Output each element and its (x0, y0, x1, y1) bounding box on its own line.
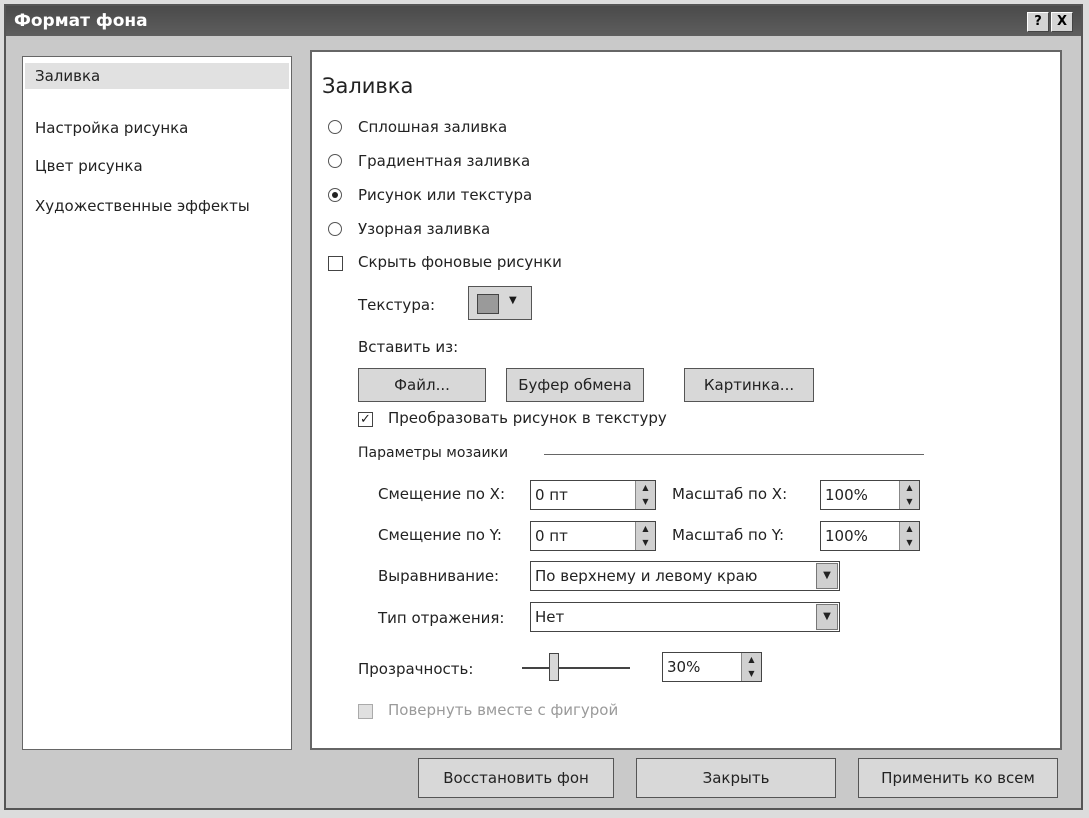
tile-label[interactable]: Преобразовать рисунок в текстуру (388, 409, 667, 427)
gradient-fill-label[interactable]: Градиентная заливка (358, 152, 531, 170)
rotate-with-shape-label: Повернуть вместе с фигурой (388, 701, 619, 719)
scale-x-spinner[interactable]: ▲ ▼ (899, 481, 919, 509)
picture-fill-label[interactable]: Рисунок или текстура (358, 186, 533, 204)
tiling-section-title: Параметры мозаики (358, 445, 509, 461)
texture-picker[interactable] (468, 286, 532, 320)
category-sidebar (22, 56, 292, 750)
close-button[interactable]: Закрыть (636, 758, 836, 798)
panel-heading: Заливка (322, 74, 414, 98)
help-button[interactable]: ? (1027, 12, 1049, 32)
chevron-down-icon[interactable]: ▼ (816, 604, 838, 630)
insert-from-label: Вставить из: (358, 338, 459, 356)
section-divider (544, 454, 924, 455)
solid-fill-label[interactable]: Сплошная заливка (358, 118, 508, 136)
sidebar-item-picture-color[interactable]: Цвет рисунка (35, 157, 143, 175)
offset-x-field[interactable] (530, 480, 656, 510)
offset-x-label: Смещение по X: (378, 485, 506, 503)
rotate-with-shape-checkbox[interactable] (358, 704, 373, 719)
pattern-fill-label[interactable]: Узорная заливка (358, 220, 491, 238)
transparency-spinner[interactable]: ▲ ▼ (741, 653, 761, 681)
radio-gradient-fill[interactable] (328, 154, 342, 168)
file-button[interactable]: Файл... (358, 368, 486, 402)
transparency-value: 30% (667, 658, 701, 676)
clipboard-button[interactable]: Буфер обмена (506, 368, 644, 402)
sidebar-item-artistic-effects[interactable]: Художественные эффекты (35, 197, 250, 215)
clipart-button[interactable]: Картинка... (684, 368, 814, 402)
mirror-type-value: Нет (535, 608, 565, 626)
scale-y-spinner[interactable]: ▲ ▼ (899, 522, 919, 550)
transparency-slider-thumb[interactable] (549, 653, 559, 681)
tile-checkbox[interactable] (358, 412, 373, 427)
sidebar-item-fill[interactable]: Заливка (35, 67, 101, 85)
transparency-field[interactable] (662, 652, 762, 682)
chevron-down-icon[interactable]: ▼ (816, 563, 838, 589)
offset-y-field[interactable] (530, 521, 656, 551)
alignment-value: По верхнему и левому краю (535, 567, 758, 585)
offset-x-value: 0 пт (535, 486, 568, 504)
texture-label: Текстура: (358, 296, 436, 314)
transparency-label: Прозрачность: (358, 660, 474, 678)
reset-background-button[interactable]: Восстановить фон (418, 758, 614, 798)
radio-selected-dot (332, 192, 338, 198)
offset-y-label: Смещение по Y: (378, 526, 502, 544)
dialog-title: Формат фона (14, 11, 148, 31)
transparency-slider-track[interactable] (522, 667, 630, 669)
title-bar (6, 6, 1081, 36)
scale-y-label: Масштаб по Y: (672, 526, 785, 544)
format-background-dialog (4, 4, 1083, 810)
alignment-label: Выравнивание: (378, 567, 500, 585)
hide-background-label[interactable]: Скрыть фоновые рисунки (358, 253, 562, 271)
radio-solid-fill[interactable] (328, 120, 342, 134)
offset-x-spinner[interactable]: ▲ ▼ (635, 481, 655, 509)
alignment-select[interactable] (530, 561, 840, 591)
radio-pattern-fill[interactable] (328, 222, 342, 236)
scale-x-field[interactable] (820, 480, 920, 510)
texture-swatch-icon (477, 294, 499, 314)
scale-x-label: Масштаб по X: (672, 485, 788, 503)
hide-background-checkbox[interactable] (328, 256, 343, 271)
checkmark-icon: ✓ (360, 412, 371, 427)
scale-x-value: 100% (825, 486, 868, 504)
sidebar-item-picture-corrections[interactable]: Настройка рисунка (35, 119, 189, 137)
close-window-button[interactable]: X (1051, 12, 1073, 32)
fill-panel (310, 50, 1062, 750)
scale-y-value: 100% (825, 527, 868, 545)
apply-to-all-button[interactable]: Применить ко всем (858, 758, 1058, 798)
offset-y-spinner[interactable]: ▲ ▼ (635, 522, 655, 550)
radio-picture-fill[interactable] (328, 188, 342, 202)
chevron-down-icon: ▼ (509, 295, 517, 306)
mirror-type-select[interactable] (530, 602, 840, 632)
mirror-type-label: Тип отражения: (378, 609, 505, 627)
offset-y-value: 0 пт (535, 527, 568, 545)
scale-y-field[interactable] (820, 521, 920, 551)
